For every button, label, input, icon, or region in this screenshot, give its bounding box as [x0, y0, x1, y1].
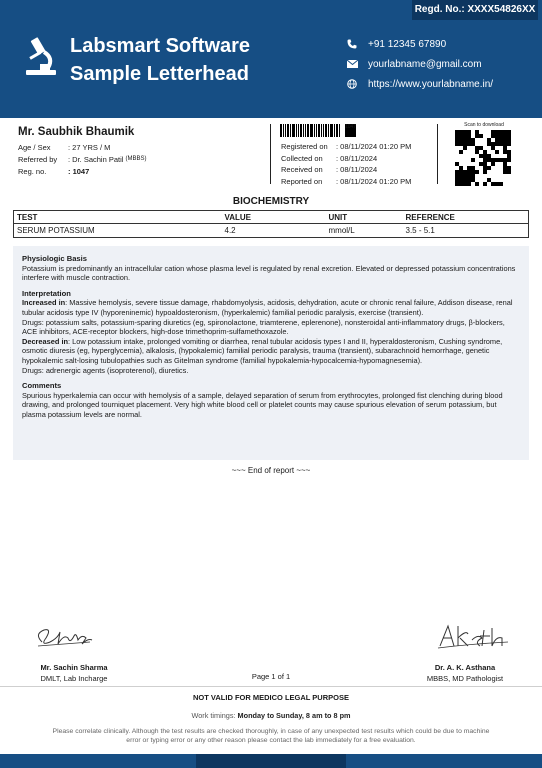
age-sex-value: : 27 YRS / M [68, 142, 111, 152]
received-label: Received on [281, 165, 323, 175]
col-test: TEST [14, 211, 222, 224]
footer-bar [0, 754, 542, 768]
barcode-bar [292, 124, 295, 137]
decreased-drugs: Drugs: adrenergic agents (isoproterenol), diuretics. [22, 365, 189, 375]
barcode-bar [334, 124, 335, 137]
age-sex-row [18, 141, 268, 153]
pathologist-name: Dr. A. K. Asthana [434, 663, 496, 672]
contact-info [344, 34, 493, 94]
barcode-bar [316, 124, 317, 137]
lab-microscope-logo-icon [24, 36, 58, 78]
barcode-bar [321, 124, 322, 137]
referred-by-row [18, 153, 268, 165]
received-row [281, 164, 411, 176]
reg-no-row [18, 165, 268, 177]
barcode-bar [314, 124, 315, 137]
col-value: VALUE [222, 211, 326, 224]
interpretation-notes [13, 246, 529, 460]
barcode-bar [310, 124, 313, 137]
test-unit: mmol/L [328, 226, 355, 235]
barcode-bar [323, 124, 324, 137]
basis-title: Physiologic Basis [22, 254, 87, 263]
divider-right [437, 124, 438, 184]
barcode-bar [330, 124, 333, 137]
col-reference: REFERENCE [403, 211, 529, 224]
barcode-bar [307, 124, 309, 137]
decreased-paragraph [22, 337, 520, 366]
barcode-icon [280, 124, 357, 137]
barcode-bar [318, 124, 320, 137]
test-name: SERUM POTASSIUM [17, 226, 95, 235]
footer-divider [0, 686, 542, 687]
barcode-bar [328, 124, 329, 137]
reported-label: Reported on [281, 176, 323, 186]
lab-incharge-qualification: DMLT, Lab Incharge [40, 674, 108, 683]
barcode-bar [339, 124, 340, 137]
phone-icon [344, 38, 360, 50]
collected-row [281, 153, 411, 165]
disclaimer: Please correlate clinically. Although the test results are checked thoroughly, in case of any unexpected test results which could be due to machine error or typing error or any other reason please contact the lab immediately for a free evaluation. [52, 728, 490, 744]
reg-no-value: : 1047 [68, 166, 90, 176]
brand-line-1: Labsmart Software [70, 35, 251, 57]
signature-image-right [410, 620, 520, 652]
patient-details [18, 126, 268, 177]
referred-by-label: Referred by [18, 154, 58, 164]
increased-paragraph [22, 298, 520, 317]
barcode-bar [280, 124, 282, 137]
timings-label: Work timings: [191, 711, 236, 720]
registered-row [281, 141, 411, 153]
website-row [344, 74, 493, 94]
table-row [14, 224, 529, 238]
email-address: yourlabname@gmail.com [368, 58, 482, 70]
test-reference: 3.5 - 5.1 [405, 226, 435, 235]
barcode-bar [300, 124, 302, 137]
increased-drugs: Drugs: potassium salts, potassium-sparing diuretics (eg, spironolactone, triamterene, eplerenone), nonsteroidal anti-inflammatory drugs, β-blockers, ACE inhibitors, ACE-receptor blockers, high-dose trimethoprim-sulfamethoxazole. [22, 317, 505, 337]
pathologist-qualification: MBBS, MD Pathologist [426, 674, 504, 683]
age-sex-label: Age / Sex [18, 142, 51, 152]
legal-notice: NOT VALID FOR MEDICO LEGAL PURPOSE [193, 693, 349, 702]
phone-number: +91 12345 67890 [368, 38, 447, 50]
referred-by-value: : Dr. Sachin Patil [68, 154, 124, 164]
collected-value: : 08/11/2024 [336, 153, 378, 163]
letterhead-header [0, 0, 542, 118]
barcode-bar [283, 124, 284, 137]
barcode-bar [325, 124, 327, 137]
registration-number: Regd. No.: XXXX54826XX [412, 0, 538, 20]
footer-bar-accent [196, 754, 346, 768]
increased-label: Increased in [22, 298, 66, 308]
website-url: https://www.yourlabname.in/ [368, 78, 494, 90]
work-timings [0, 711, 542, 720]
patient-name: Mr. Saubhik Bhaumik [18, 126, 135, 138]
qr-caption: Scan to download [464, 122, 504, 128]
barcode-number: 1047 [345, 124, 356, 137]
divider-left [270, 124, 271, 184]
decreased-label: Decreased in [22, 336, 69, 346]
barcode-bar [336, 124, 338, 137]
results-header-row [14, 211, 529, 224]
end-of-report: ~~~ End of report ~~~ [231, 466, 311, 475]
sample-dates [281, 141, 411, 187]
page-number: Page 1 of 1 [251, 672, 291, 681]
registered-value: : 08/11/2024 01:20 PM [336, 142, 412, 152]
barcode-bar [303, 124, 304, 137]
registered-label: Registered on [281, 142, 328, 152]
lab-brand-name [70, 32, 250, 88]
qr-download[interactable] [455, 122, 513, 186]
lab-incharge-name: Mr. Sachin Sharma [40, 663, 108, 672]
barcode-bar [285, 124, 286, 137]
barcode-bar [287, 124, 289, 137]
barcode-bar [305, 124, 306, 137]
email-icon [344, 58, 360, 70]
qr-code-icon[interactable] [455, 130, 511, 186]
phone-row [344, 34, 493, 54]
section-title: BIOCHEMISTRY [232, 196, 310, 207]
barcode-bar [296, 124, 297, 137]
signature-image-left [24, 620, 124, 652]
reported-value: : 08/11/2024 01:20 PM [336, 176, 412, 186]
col-unit: UNIT [326, 211, 403, 224]
barcode-bar [290, 124, 291, 137]
reported-row [281, 176, 411, 188]
decreased-text: : Low potassium intake, prolonged vomiting or diarrhea, renal tubular acidosis types I and II, hyperaldosteronism, Cushing syndrome, osmotic diuresis (eg, hyperglycemia), alkalosis, (hypokalemic) familial periodic paralysis, trauma (transient), subarachnoid hemorrhage, genetic hypokalemic salt-losing tubulopathies such as Gitelman syndrome (familial hypokalemia-hypocalcemia-hypomagnesemia). [22, 336, 503, 365]
results-table [13, 210, 529, 238]
reg-no-label: Reg. no. [18, 166, 47, 176]
barcode-bar [298, 124, 299, 137]
brand-line-2: Sample Letterhead [70, 63, 249, 85]
qr-module [507, 182, 511, 186]
sample-barcode [280, 124, 357, 137]
comments-text: Spurious hyperkalemia can occur with hemolysis of a sample, delayed separation of serum from erythrocytes, prolonged fist clenching during blood drawing, and prolonged tourniquet placement. Very high white blood cell or platelet counts may cause spurious elevation of serum potassium, but plasma potassium levels are normal. [22, 390, 503, 419]
basis-text: Potassium is predominantly an intracellular cation whose plasma level is regulated by renal excretion. Elevated or depressed potassium concentrations interfere with muscle contraction. [22, 263, 516, 283]
interpretation-title: Interpretation [22, 288, 71, 298]
email-row [344, 54, 493, 74]
timings-value: Monday to Sunday, 8 am to 8 pm [237, 711, 351, 720]
test-value: 4.2 [224, 226, 236, 235]
collected-label: Collected on [281, 153, 323, 163]
globe-icon [344, 78, 360, 90]
comments-title: Comments [22, 381, 62, 391]
referrer-degree: (MBBS) [125, 156, 147, 162]
received-value: : 08/11/2024 [336, 165, 378, 175]
increased-text: : Massive hemolysis, severe tissue damage, rhabdomyolysis, acidosis, dehydration, acute or chronic renal failure, Addison disease, renal tubular acidosis type IV (hyporeninemic) hypoaldosteronism, (hyperkalemic) familial periodic paralysis, exercise (transient). [22, 298, 513, 317]
